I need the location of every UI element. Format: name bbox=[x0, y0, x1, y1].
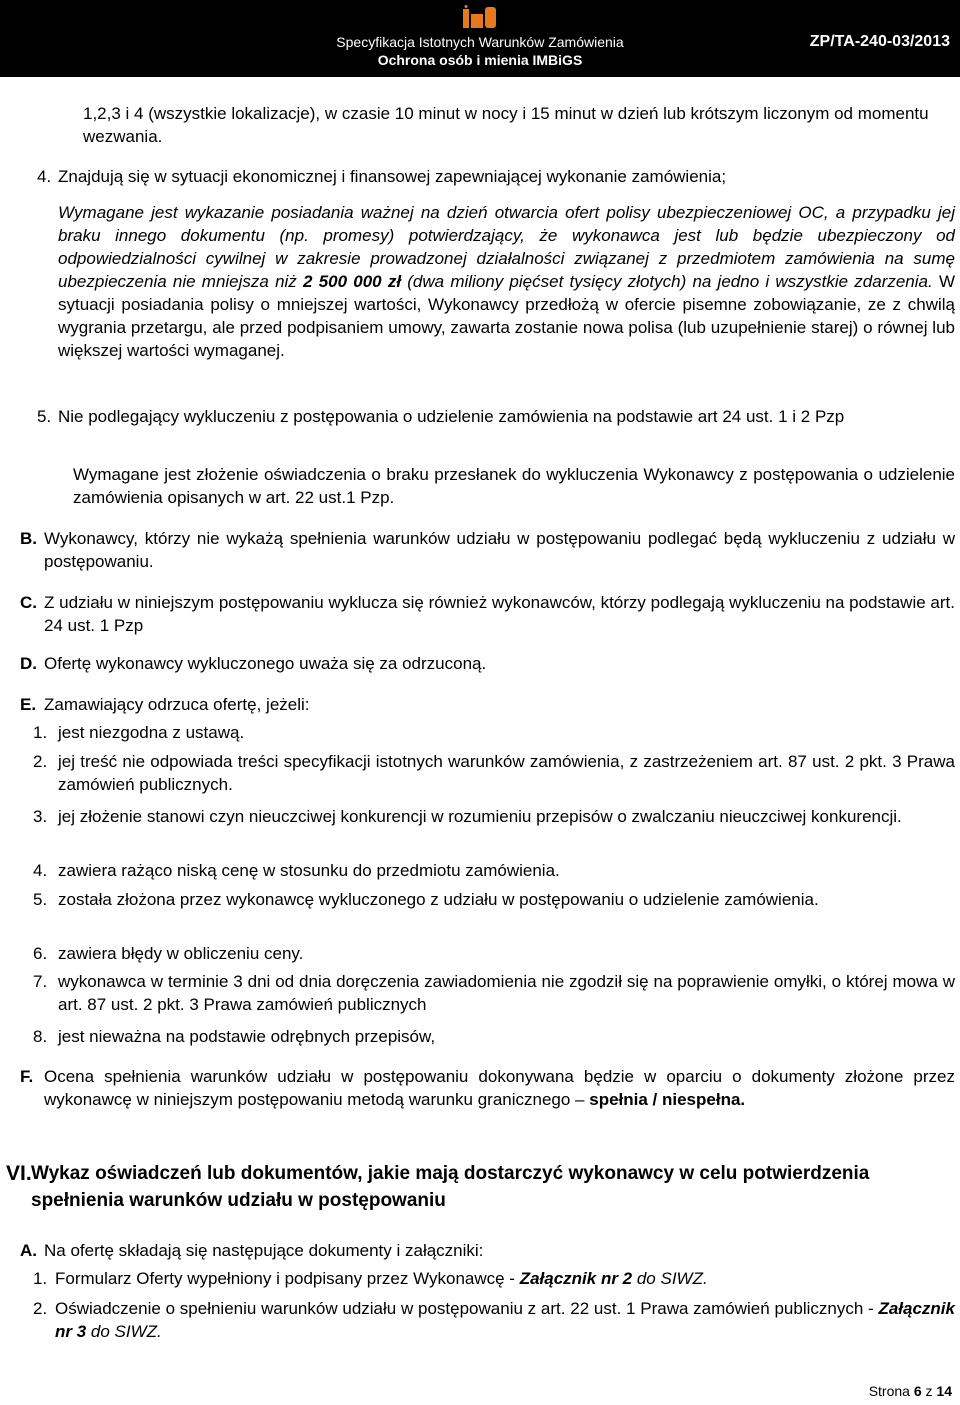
attachment-ref: Załącznik nr 2 bbox=[519, 1269, 633, 1288]
list-number: 4. bbox=[33, 861, 48, 880]
item-text: Znajdują się w sytuacji ekonomicznej i finansowej zapewniającej wykonanie zamówienia; bbox=[58, 167, 727, 186]
current-page: 6 bbox=[913, 1383, 922, 1399]
section-number: VI. bbox=[6, 1162, 32, 1185]
item-number: 4. bbox=[37, 167, 52, 186]
document-header bbox=[0, 0, 960, 77]
list-number: 8. bbox=[33, 1027, 48, 1046]
section-letter: A. bbox=[20, 1241, 37, 1260]
assessment-method: spełnia / niespełna. bbox=[589, 1089, 746, 1109]
section-letter: B. bbox=[20, 529, 37, 548]
list-item: zawiera rażąco niską cenę w stosunku do przedmiotu zamówienia. bbox=[58, 861, 560, 880]
requirement-paragraph: Wymagane jest złożenie oświadczenia o braku przesłanek do wykluczenia Wykonawcy z postępowania o udzielenie zamówienia opisanych w art. 22 ust.1 Pzp. bbox=[73, 465, 955, 507]
requirement-paragraph: Wymagane jest wykazanie posiadania ważnej na dzień otwarcia ofert polisy ubezpieczeniowej OC, a przypadku jej braku innego dokumentu (np. promesy) potwierdzający, że wykonawca jest lub będzie ubezpieczony od odpowiedzialności cywilnej w zakresie prowadzonej działalności związanej z przedmiotem zamówienia na sumę ubezpieczenia nie mniejsza niż 2 500 000 zł (dwa miliony pięćset tysięcy złotych) na jedno i wszystkie zdarzenia. W sytuacji posiadania polisy o mniejszej wartości, Wykonawcy przedłożą w ofercie pisemne zobowiązanie, ze z chwilą wygrania przetargu, ale przed podpisaniem umowy, zawarta zostanie nowa polisa (lub uzupełnienie starej) o równej lub większej wartości wymaganej. bbox=[58, 203, 955, 360]
list-number: 5. bbox=[33, 890, 48, 909]
list-number: 1. bbox=[33, 723, 48, 742]
section-letter: F. bbox=[20, 1067, 34, 1086]
list-item: jest niezgodna z ustawą. bbox=[58, 723, 245, 742]
list-item: Oświadczenie o spełnieniu warunków udziału w postępowaniu z art. 22 ust. 1 Prawa zamówień publicznych - Załącznik nr 3 do SIWZ. bbox=[55, 1299, 955, 1341]
insurance-amount: 2 500 000 zł bbox=[303, 271, 402, 291]
section-letter: C. bbox=[20, 593, 37, 612]
reference-number: ZP/TA-240-03/2013 bbox=[809, 33, 950, 50]
section-text: Ofertę wykonawcy wykluczonego uważa się za odrzuconą. bbox=[44, 654, 487, 673]
list-item: Formularz Oferty wypełniony i podpisany przez Wykonawcę - Załącznik nr 2 do SIWZ. bbox=[55, 1269, 708, 1288]
item-text: Nie podlegający wykluczeniu z postępowania o udzielenie zamówienia na podstawie art 24 ust. 1 i 2 Pzp bbox=[58, 407, 845, 426]
section-letter: E. bbox=[20, 695, 37, 714]
list-number: 7. bbox=[33, 972, 48, 991]
attachment-ref: Załącznik nr 3 bbox=[55, 1299, 955, 1341]
list-item: jest nieważna na podstawie odrębnych przepisów, bbox=[58, 1027, 436, 1046]
list-item: jej złożenie stanowi czyn nieuczciwej konkurencji w rozumieniu przepisów o zwalczaniu nieuczciwej konkurencji. bbox=[58, 807, 902, 826]
section-text: Ocena spełnienia warunków udziału w postępowaniu dokonywana będzie w oparciu o dokumenty złożone przez wykonawcę w niniejszym postępowaniu metodą warunku granicznego – spełnia / niespełna. bbox=[44, 1067, 955, 1109]
section-text: Z udziału w niniejszym postępowaniu wyklucza się również wykonawców, którzy podlegają wykluczeniu na podstawie art. 24 ust. 1 Pzp bbox=[44, 593, 955, 635]
total-pages: 14 bbox=[936, 1383, 952, 1399]
page-footer: Strona 6 z 14 bbox=[868, 1383, 952, 1399]
section-text: Zamawiający odrzuca ofertę, jeżeli: bbox=[44, 695, 310, 714]
procurement-subject: Ochrona osób i mienia IMBiGS bbox=[377, 52, 583, 68]
section-text: Na ofertę składają się następujące dokumenty i załączniki: bbox=[44, 1241, 484, 1260]
spec-title: Specyfikacja Istotnych Warunków Zamówienia bbox=[336, 34, 624, 50]
section-heading: Wykaz oświadczeń lub dokumentów, jakie mają dostarczyć wykonawcy w celu potwierdzenia spełnienia warunków udziału w postępowaniu bbox=[31, 1163, 870, 1211]
list-number: 2. bbox=[33, 752, 48, 771]
section-text: Wykonawcy, którzy nie wykażą spełnienia warunków udziału w postępowaniu podlegać będą wykluczeniu z udziału w postępowaniu. bbox=[44, 529, 955, 571]
list-number: 1. bbox=[33, 1269, 48, 1288]
continued-paragraph: 1,2,3 i 4 (wszystkie lokalizacje), w czasie 10 minut w nocy i 15 minut w dzień lub krótszym liczonym od momentu wezwania. bbox=[83, 104, 929, 146]
list-item: zawiera błędy w obliczeniu ceny. bbox=[58, 944, 304, 963]
list-item: wykonawca w terminie 3 dni od dnia doręczenia zawiadomienia nie zgodził się na poprawienie omyłki, o której mowa w art. 87 ust. 2 pkt. 3 Prawa zamówień publicznych bbox=[58, 972, 955, 1014]
list-number: 2. bbox=[33, 1299, 48, 1318]
list-number: 3. bbox=[33, 807, 48, 826]
item-number: 5. bbox=[37, 407, 52, 426]
list-item: została złożona przez wykonawcę wykluczonego z udziału w postępowaniu o udzielenie zamówienia. bbox=[58, 890, 819, 909]
section-letter: D. bbox=[20, 654, 37, 673]
list-number: 6. bbox=[33, 944, 48, 963]
institute-logo-icon bbox=[463, 5, 497, 29]
list-item: jej treść nie odpowiada treści specyfikacji istotnych warunków zamówienia, z zastrzeżeniem art. 87 ust. 2 pkt. 3 Prawa zamówień publicznych. bbox=[58, 752, 955, 794]
